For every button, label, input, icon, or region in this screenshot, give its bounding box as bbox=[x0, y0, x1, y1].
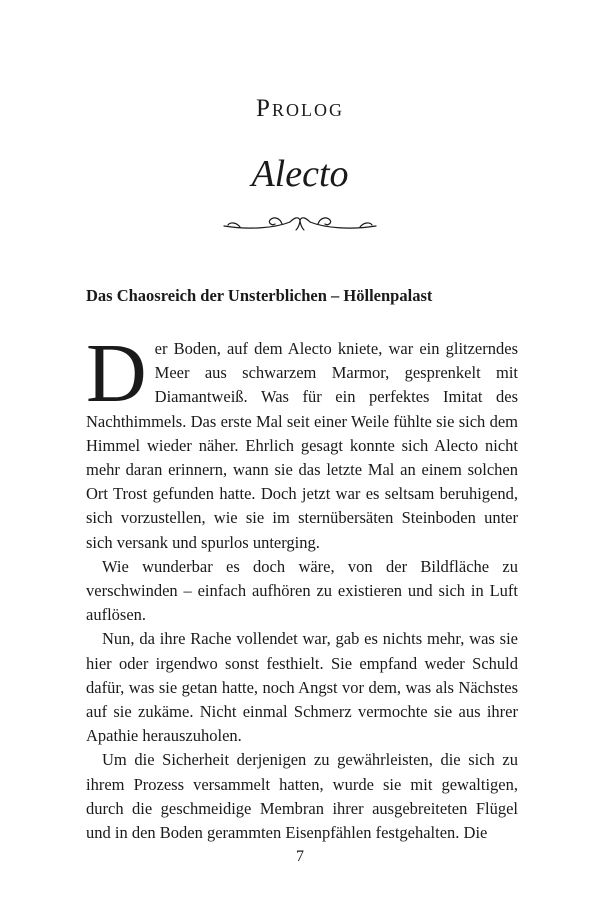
flourish-divider-icon bbox=[220, 206, 380, 236]
paragraph bbox=[86, 327, 518, 555]
body-text bbox=[86, 327, 518, 845]
chapter-title: Alecto bbox=[251, 153, 349, 195]
page-number: 7 bbox=[296, 848, 304, 865]
location-heading: Das Chaosreich der Unsterblichen – Höllenpalast bbox=[86, 286, 433, 305]
paragraph: Wie wunderbar es doch wäre, von der Bildfläche zu verschwinden – einfach aufhören zu existieren und sich in Luft auflösen. bbox=[86, 556, 518, 625]
paragraph: Um die Sicherheit derjenigen zu gewährleisten, die sich zu ihrem Prozess versammelt hatten, wurde sie mit gewaltigen, durch die geschmeidige Membran ihrer ausgebreiteten Flügel und in den Boden gerammten Eisenpfählen festgehalten. Die bbox=[86, 750, 518, 843]
paragraph-text: er Boden, auf dem Alecto kniete, war ein glitzerndes Meer aus schwarzem Marmor, gesprenkelt mit Diamantweiß. Was für ein perfektes Imitat des Nachthimmels. Das erste Mal seit einer Weile fühlte sie sich dem Himmel wieder näher. Ehrlich gesagt konnte sich Alecto nicht mehr daran erinnern, wann sie das letzte Mal an einem solchen Ort Trost gefunden hatte. Doch jetzt war es seltsam beruhigend, sich vorzustellen, wie sie im sternübersäten Steinboden unter sich versank und spurlos unterging. bbox=[86, 339, 518, 552]
drop-cap: D bbox=[86, 327, 147, 420]
section-label: Prolog bbox=[256, 95, 344, 122]
paragraph: Nun, da ihre Rache vollendet war, gab es nichts mehr, was sie hier oder irgendwo sonst festhielt. Sie empfand weder Schuld dafür, was sie getan hatte, noch Angst vor dem, was als Nächstes auf sie zukäme. Nicht einmal Schmerz vermochte sie aus ihrer Apathie herauszuholen. bbox=[86, 629, 518, 746]
